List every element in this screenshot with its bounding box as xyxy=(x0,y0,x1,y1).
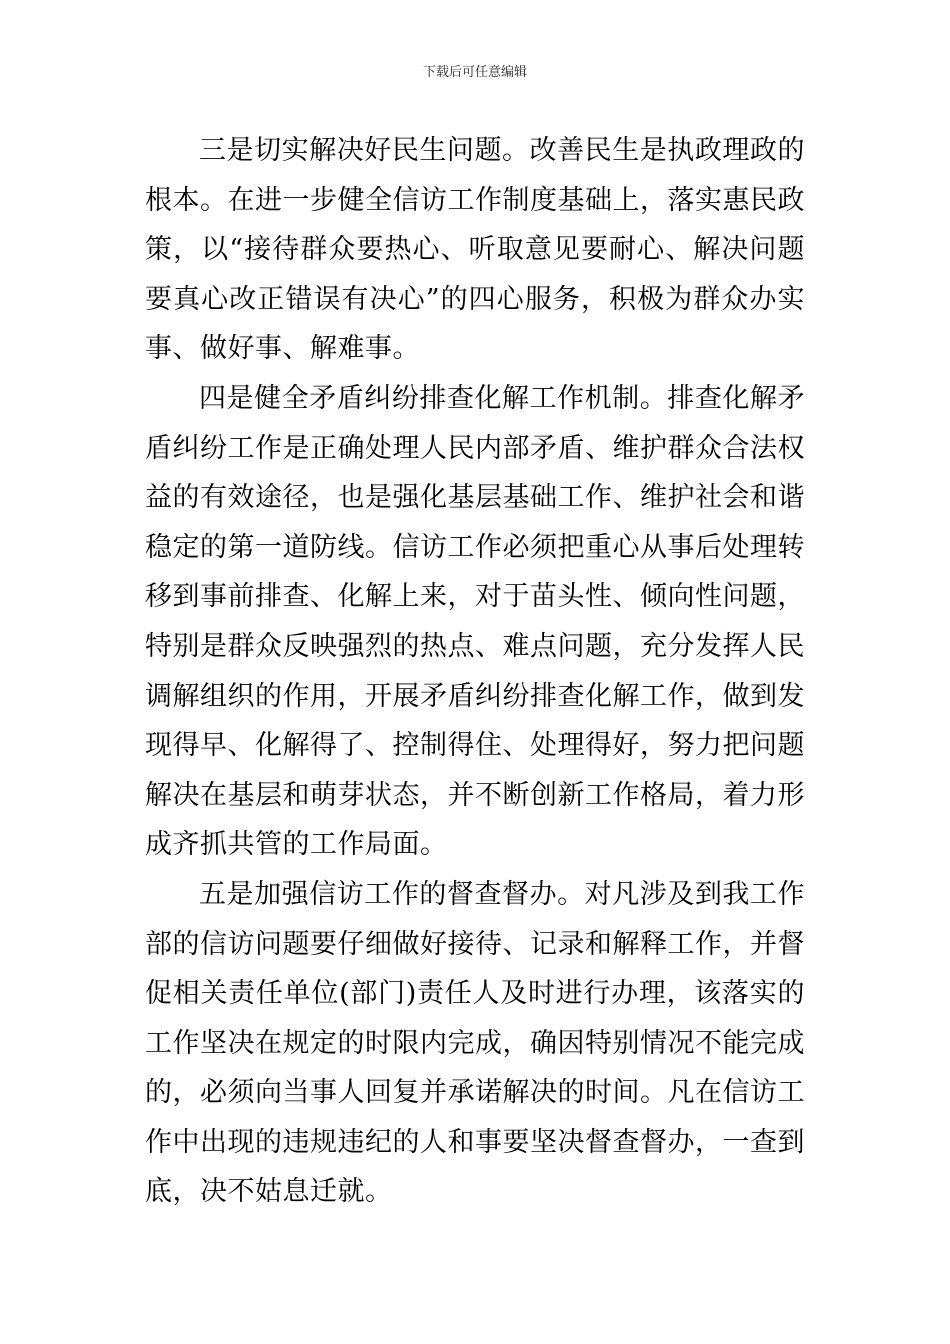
document-body xyxy=(145,126,805,1217)
paragraph-3: 三是切实解决好民生问题。改善民生是执政理政的根本。在进一步健全信访工作制度基础上，落实惠民政策，以“接待群众要热心、听取意见要耐心、解决问题要真心改正错误有决心”的四心服务，积极为群众办实事、做好事、解难事。 xyxy=(145,135,805,365)
paragraph-5: 五是加强信访工作的督查督办。对凡涉及到我工作部的信访问题要仔细做好接待、记录和解释工作，并督促相关责任单位(部门)责任人及时进行办理，该落实的工作坚决在规定的时限内完成，确因特别情况不能完成的，必须向当事人回复并承诺解决的时间。凡在信访工作中出现的违规违纪的人和事要坚决督查督办，一查到底，决不姑息迁就。 xyxy=(145,878,805,1208)
page-header: 下载后可任意编辑 xyxy=(422,65,527,80)
paragraph-4: 四是健全矛盾纠纷排查化解工作机制。排查化解矛盾纠纷工作是正确处理人民内部矛盾、维护群众合法权益的有效途径，也是强化基层基础工作、维护社会和谐稳定的第一道防线。信访工作必须把重心从事后处理转移到事前排查、化解上来，对于苗头性、倾向性问题，特别是群众反映强烈的热点、难点问题，充分发挥人民调解组织的作用，开展矛盾纠纷排查化解工作，做到发现得早、化解得了、控制得住、处理得好，努力把问题解决在基层和萌芽状态，并不断创新工作格局，着力形成齐抓共管的工作局面。 xyxy=(145,382,805,861)
